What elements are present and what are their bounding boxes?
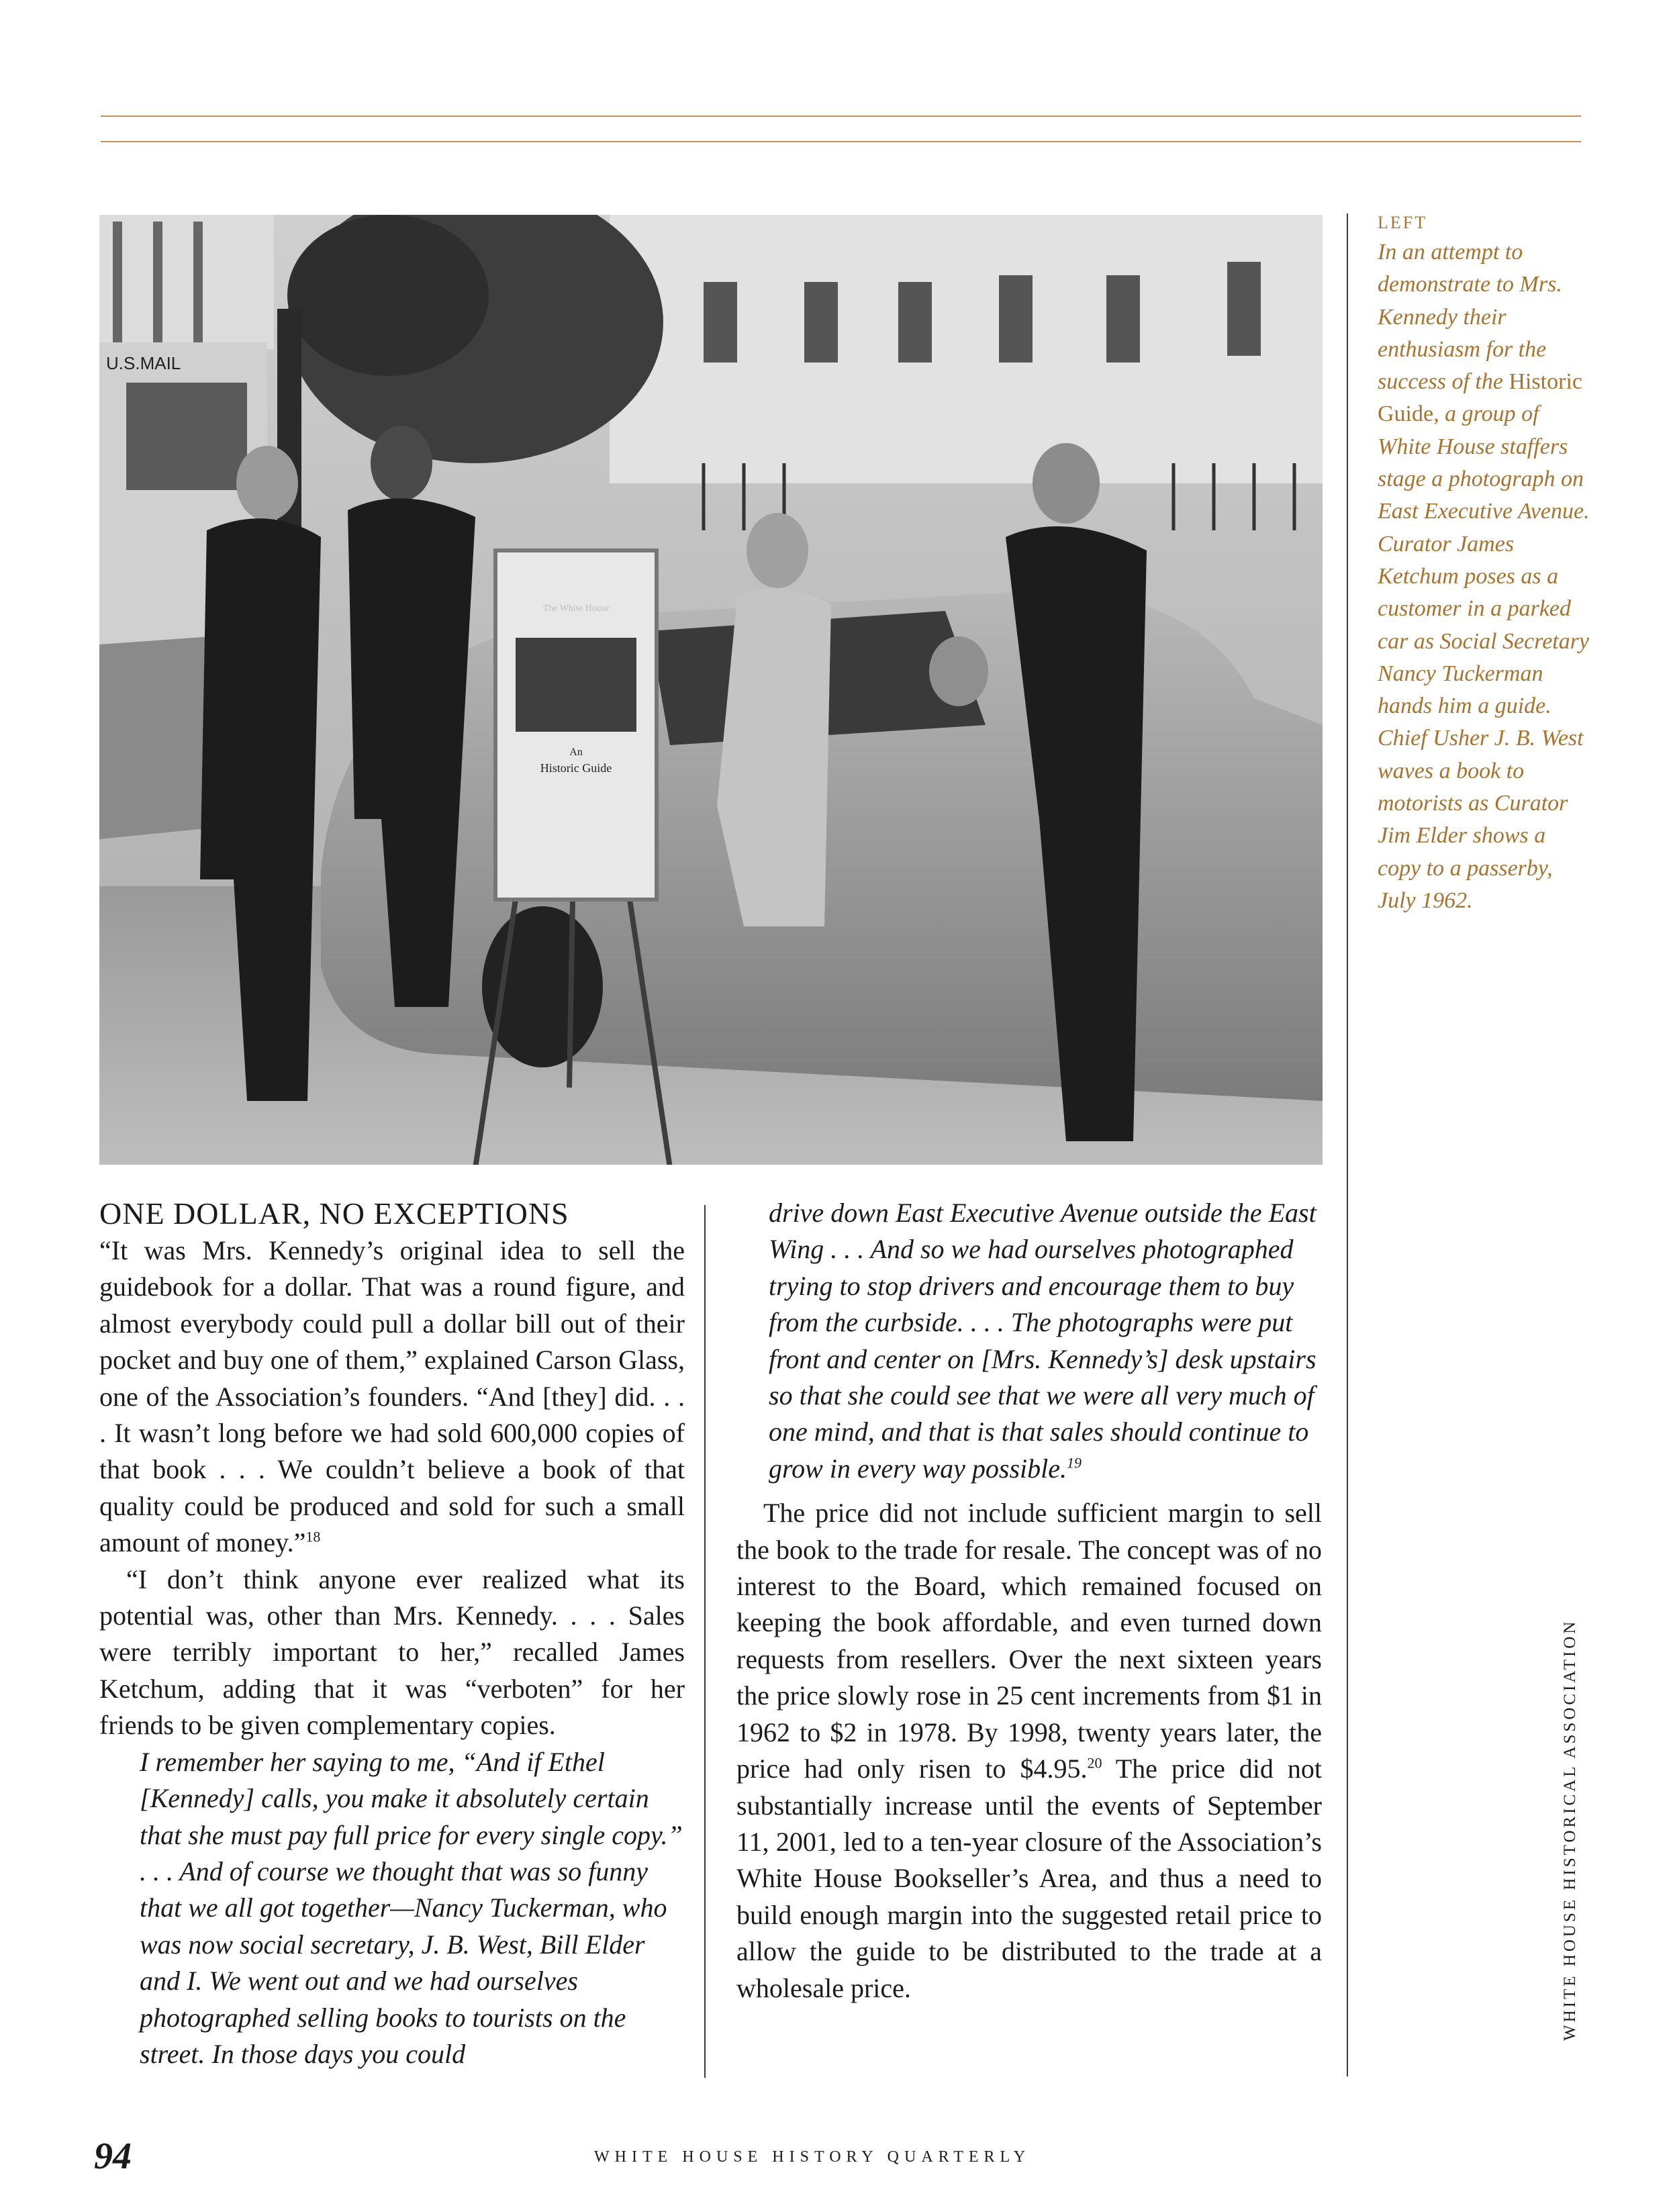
page-number: 94 — [94, 2135, 132, 2177]
caption-label: LEFT — [1378, 213, 1428, 232]
column-divider-text — [704, 1205, 706, 2078]
paragraph-3: The price did not include sufficient margin to sell the book to the trade for resale. The concept was of no interest to the Board, which remained focused on keeping the book affordable, and even turned down requests from resellers. Over the next sixteen years the price slowly rose in 25 cent increments from $1 in 1962 to $2 in 1978. By 1998, twenty years later, the price had only risen to $4.95.20 The price did not substantially increase until the events of September 11, 2001, led to a ten-year closure of the Association’s White House Bookseller’s Area, and thus a need to build enough margin into the suggested retail price to allow the guide to be distributed to the trade at a wholesale price. — [736, 1498, 1322, 2003]
historic-photo — [99, 215, 1323, 1165]
top-rule — [101, 115, 1581, 117]
footnote-18: 18 — [305, 1528, 321, 1545]
photo-caption — [1378, 209, 1592, 917]
vertical-publisher-name: WHITE HOUSE HISTORICAL ASSOCIATION — [1561, 1619, 1579, 2041]
column-divider-caption — [1347, 213, 1348, 2076]
footnote-20: 20 — [1087, 1754, 1102, 1772]
running-footer: WHITE HOUSE HISTORY QUARTERLY — [594, 2148, 1031, 2166]
svg-text:Historic Guide: Historic Guide — [540, 761, 612, 775]
svg-text:U.S.MAIL: U.S.MAIL — [106, 353, 181, 373]
top-rule-secondary — [101, 141, 1581, 142]
block-quote-part-2: drive down East Executive Avenue outside the East Wing . . . And so we had ourselves photographed trying to stop drivers and encourage them to buy from the curbside. . . . The photographs were put front and center on [Mrs. Kennedy’s] desk upstairs so that she could see that we were all very much of one mind, and that is that sales should continue to grow in every way possible.$^{19}$ — [769, 1198, 1317, 1484]
photo-illustration — [99, 215, 1323, 1165]
paragraph-1: “It was Mrs. Kennedy’s original idea to sell the guidebook for a dollar. That was a round figure, and almost everybody could pull a dollar bill out of their pocket and buy one of them,” explained Carson Glass, one of the Association’s founders. “And [they] did. . . . It wasn’t long before we had sold 600,000 copies of that book . . . We couldn’t believe a book of that quality could be produced and sold for such a small amount of money.”$^{18}$ — [99, 1235, 685, 1558]
footnote-19: 19 — [1067, 1454, 1082, 1472]
caption-text: In an attempt to demonstrate to Mrs. Kennedy their enthusiasm for the success of the Historic Guide, a group of White House staffers stage a photograph on East Executive Avenue. Curator James Ketchum poses as a customer in a parked car as Social Secretary Nancy Tuckerman hands him a guide. Chief Usher J. B. West waves a book to motorists as Curator Jim Elder shows a copy to a passerby, July 1962. — [1378, 240, 1590, 913]
svg-text:An: An — [569, 747, 583, 758]
svg-text:The White House: The White House — [542, 604, 610, 614]
article-column-left — [99, 1195, 685, 2072]
block-quote-part-1: I remember her saying to me, “And if Ethel [Kennedy] calls, you make it absolutely certain that she must pay full price for every single copy.” . . . And of course we thought that was so funny that we all got together—Nancy Tuckerman, who was now social secretary, J. B. West, Bill Elder and I. We went out and we had ourselves photographed selling books to tourists on the street. In those days you could — [140, 1746, 683, 2069]
paragraph-2: “I don’t think anyone ever realized what its potential was, other than Mrs. Kennedy. . . . Sales were terribly important to her,” recalled James Ketchum, adding that it was “verboten” for her friends to be given complementary copies. — [99, 1564, 685, 1741]
article-column-right — [736, 1195, 1322, 2007]
section-heading: ONE DOLLAR, NO EXCEPTIONS — [99, 1196, 569, 1231]
